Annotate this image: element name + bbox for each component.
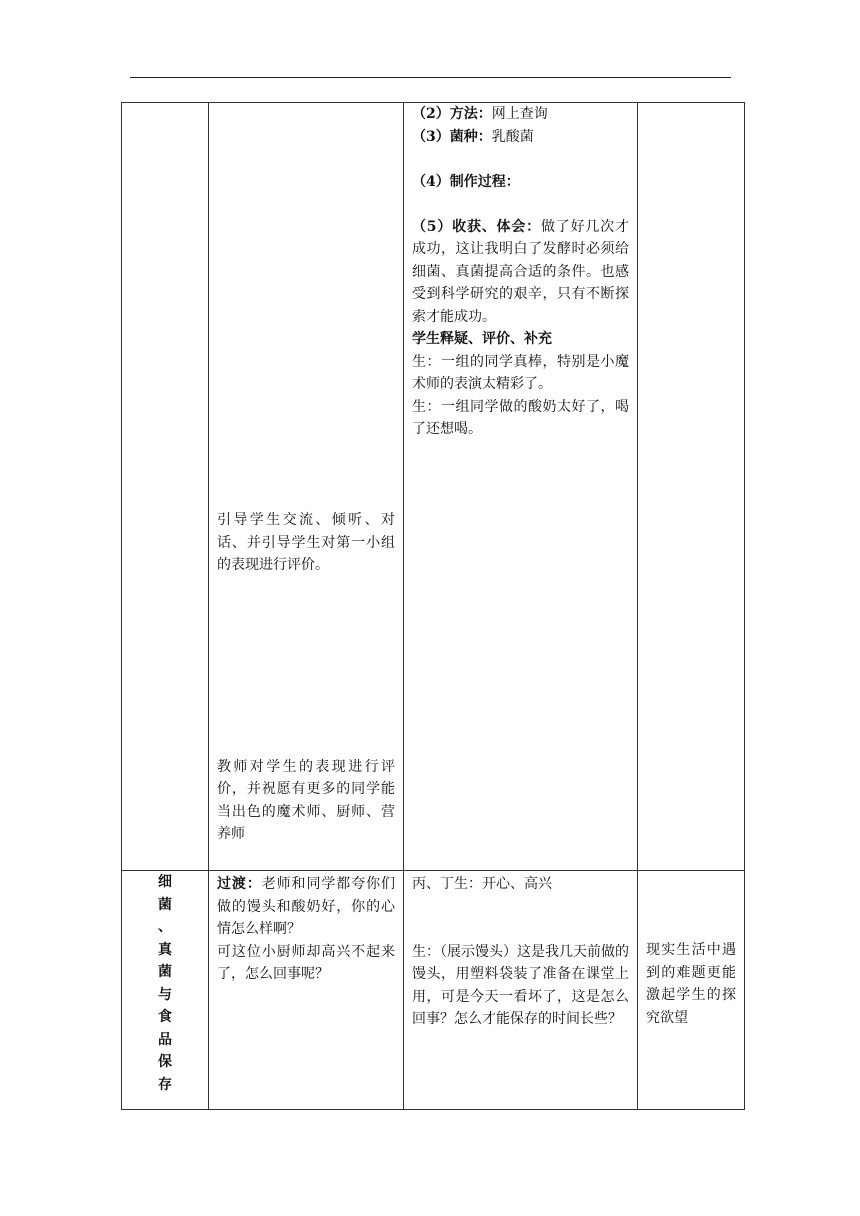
student-activity-cell — [404, 103, 638, 871]
table-row — [122, 103, 745, 871]
stage-char: 保 — [158, 1054, 172, 1070]
student-comment: 生：一组的同学真棒，特别是小魔术师的表演太精彩了。 — [412, 353, 629, 392]
stage-char: 品 — [158, 1031, 172, 1048]
design-intent-cell — [638, 103, 745, 871]
teacher-guide-text: 引导学生交流、倾听、对话、并引导学生对第一小组的表现进行评价。 — [217, 512, 395, 573]
stage-char: 存 — [158, 1076, 172, 1093]
method-line: （2）方法：网上查询 — [412, 106, 548, 122]
lesson-plan-table — [121, 102, 745, 1110]
stage-char: 真 — [158, 941, 172, 958]
stage-title-cell — [122, 871, 209, 1110]
stage-cell — [122, 103, 209, 871]
process-label: （4）制作过程： — [412, 173, 520, 190]
transition-paragraph: 过渡：老师和同学都夸你们做的馒头和酸奶好，你的心情怎么样啊？ — [217, 876, 396, 937]
strain-line: （3）菌种：乳酸菌 — [412, 128, 534, 145]
stage-char: 细 — [158, 874, 172, 890]
stage-char: 、 — [158, 919, 172, 935]
stage-char: 与 — [158, 986, 172, 1003]
design-intent-text: 现实生活中遇到的难题更能激起学生的探究欲望 — [646, 942, 736, 1026]
teacher-activity-cell — [209, 871, 404, 1110]
stage-char: 菌 — [158, 896, 172, 913]
teacher-activity-cell — [209, 103, 404, 871]
student-statement: 生：（展示馒头）这是我几天前做的馒头，用塑料袋装了准备在课堂上用，可是今天一看坏了，这是怎么回事？怎么才能保存的时间长些？ — [412, 943, 629, 1027]
student-activity-cell — [404, 871, 638, 1110]
gain-paragraph: （5）收获、体会：做了好几次才成功，这让我明白了发酵时必须给细菌、真菌提高合适的条件。也感受到科学研究的艰辛，只有不断探索才能成功。 — [412, 218, 630, 325]
design-intent-cell — [638, 871, 745, 1110]
stage-char: 菌 — [158, 964, 172, 980]
student-reply: 丙、丁生：开心、高兴 — [412, 876, 552, 892]
student-comment: 生：一组同学做的酸奶太好了，喝了还想喝。 — [412, 398, 629, 437]
teacher-question: 可这位小厨师却高兴不起来了，怎么回事呢？ — [217, 943, 395, 982]
stage-char: 食 — [158, 1009, 172, 1025]
header-rule — [130, 77, 731, 78]
discuss-heading: 学生释疑、评价、补充 — [412, 331, 552, 347]
table-row — [122, 871, 745, 1110]
teacher-evaluate-text: 教师对学生的表现进行评价，并祝愿有更多的同学能当出色的魔术师、厨师、营养师 — [217, 758, 395, 842]
